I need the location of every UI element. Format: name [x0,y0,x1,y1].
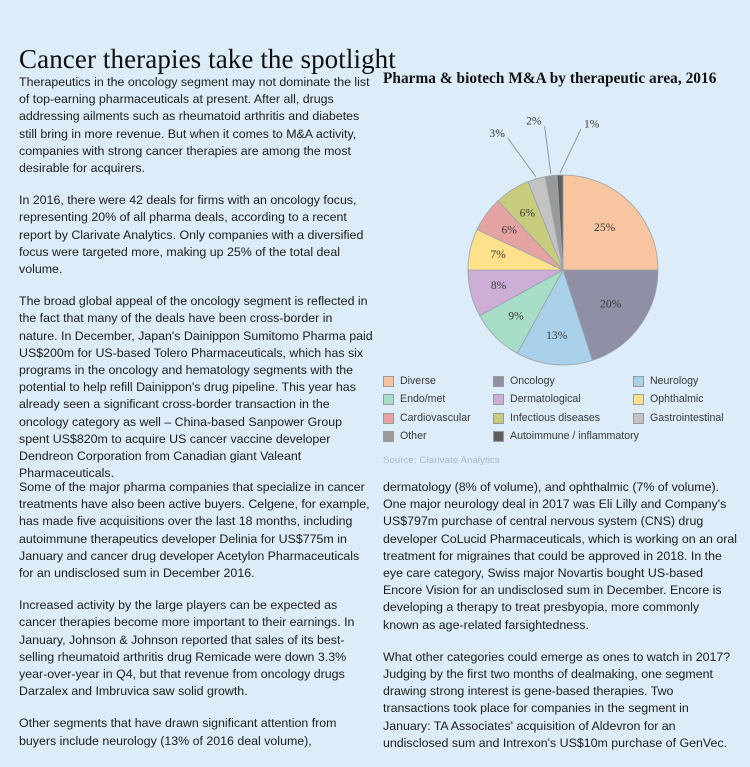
legend-label: Infectious diseases [510,411,601,424]
legend-swatch-icon [383,376,394,387]
pie-leader-lines [508,126,581,177]
paragraph: dermatology (8% of volume), and ophthalmic (7% of volume). One major neurology deal in 2017 was Eli Lilly and Company's US$797m purchase of central nervous system (CNS) drug developer CoLucid Pharmaceuticals, which is working on an oral treatment for migraines that could be approved in 2018. In the eye care category, Swiss major Novartis bought US-based Encore Vision for an undisclosed sum in December. Encore is developing a therapy to treat presbyopia, more commonly known as age-related farsightedness. [383,480,738,632]
pie-slice-label: 8% [490,279,507,293]
paragraph: Some of the major pharma companies that specialize in cancer treatments have also been active buyers. Celgene, for example, has made five acquisitions over the last 18 months, including autoimmune therapeutics developer Delinia for US$775m in January and cancer drug developer Acetylon Pharmaceuticals for an undisclosed sum in December 2016. [19,480,370,581]
legend-item[interactable] [383,394,493,405]
chart-source: Source: Clarivate Analytics [383,455,500,466]
legend-swatch-icon [383,431,394,442]
legend-item[interactable] [493,413,633,424]
pie-chart-svg [383,92,743,370]
legend-item[interactable] [383,376,493,387]
paragraph: In 2016, there were 42 deals for firms with an oncology focus, representing 20% of all pharma deals, according to a recent report by Clarivate Analytics. Only companies with a diversified focus were targeted more, making up 25% of the total deal volume. [19,193,364,277]
legend-swatch-icon [383,413,394,424]
pie-leader-line [508,138,536,177]
pie-slice-label: 20% [600,297,622,311]
chart-legend [383,372,743,446]
legend-item[interactable] [633,413,743,424]
legend-swatch-icon [493,394,504,405]
legend-swatch-icon [493,376,504,387]
pie-slice-label: 2% [526,114,542,128]
pie-leader-line [545,126,551,174]
paragraph: What other categories could emerge as ones to watch in 2017? Judging by the first two months of dealmaking, one segment drawing strong interest is gene-based therapies. Two transactions took place for companies in the segment in January: TA Associates' acquisition of Aldevron for an undisclosed sum and Intrexon's US$10m purchase of GenVec. [383,649,731,750]
paragraph: The broad global appeal of the oncology segment is reflected in the fact that many of the deals have been cross-border in nature. In December, Japan's Dainippon Sumitomo Pharma paid US$200m for US-based Tolero Pharmaceuticals, which has six programs in the oncology and hematology segments with the potential to help refill Dainippon's drug pipeline. This year has already seen a significant cross-border transaction in the oncology category as well – China-based Sanpower Group spent US$820m to acquire US cancer vaccine developer Dendreon Corporation from Canadian giant Valeant Pharmaceuticals. [19,294,373,481]
legend-item[interactable] [383,431,493,442]
pie-slice-label: 6% [519,206,536,220]
pie-slice-label: 3% [489,126,505,140]
pie-slice-label: 7% [490,248,506,262]
legend-item[interactable] [493,394,633,405]
chart-title: Pharma & biotech M&A by therapeutic area, 2016 [383,70,717,87]
left-bottom-text-column [19,479,373,750]
legend-swatch-icon [633,413,644,424]
pie-slice-label: 1% [583,117,600,131]
paragraph: Other segments that have drawn significant attention from buyers include neurology (13% of 2016 deal volume), [19,716,337,748]
legend-label: Diverse [400,374,436,387]
paragraph: Therapeutics in the oncology segment may not dominate the list of top-earning pharmaceuticals at present. After all, drugs addressing ailments such as rheumatoid arthritis and diabetes still bring in more revenue. But when it comes to M&A activity, companies with strong cancer therapies are among the most desirable for acquirers. [19,75,370,176]
page-title: Cancer therapies take the spotlight [19,44,396,75]
legend-label: Autoimmune / inflammatory [510,430,639,443]
pie-chart [383,92,743,370]
pie-chart-figure [383,70,743,466]
legend-swatch-icon [633,394,644,405]
legend-swatch-icon [493,431,504,442]
legend-item[interactable] [493,430,639,443]
legend-item[interactable] [633,376,743,387]
paragraph: Increased activity by the large players can be expected as cancer therapies become more important to their earnings. In January, Johnson & Johnson reported that sales of its best-selling rheumatoid arthritis drug Remicade were down 3.3% year-over-year in Q4, but that revenue from oncology drugs Darzalex and Imbruvica saw solid growth. [19,598,355,699]
pie-leader-line [560,129,581,173]
legend-item[interactable] [383,413,493,424]
legend-swatch-icon [633,376,644,387]
legend-item[interactable] [493,376,633,387]
legend-label: Oncology [510,374,555,387]
legend-label: Endo/met [400,393,446,406]
legend-label: Ophthalmic [650,393,704,406]
pie-slice-label: 25% [594,221,616,235]
left-top-text-column [19,74,373,482]
legend-swatch-icon [493,413,504,424]
pie-slice-label: 6% [501,223,517,237]
pie-slice-label: 13% [546,328,568,342]
legend-label: Gastrointestinal [650,411,724,424]
legend-label: Other [400,430,427,443]
legend-label: Dermatological [510,393,581,406]
right-bottom-text-column [383,479,737,752]
legend-label: Cardiovascular [400,411,471,424]
pie-slice-label: 9% [508,309,524,323]
legend-item[interactable] [633,394,743,405]
legend-label: Neurology [650,374,699,387]
legend-swatch-icon [383,394,394,405]
